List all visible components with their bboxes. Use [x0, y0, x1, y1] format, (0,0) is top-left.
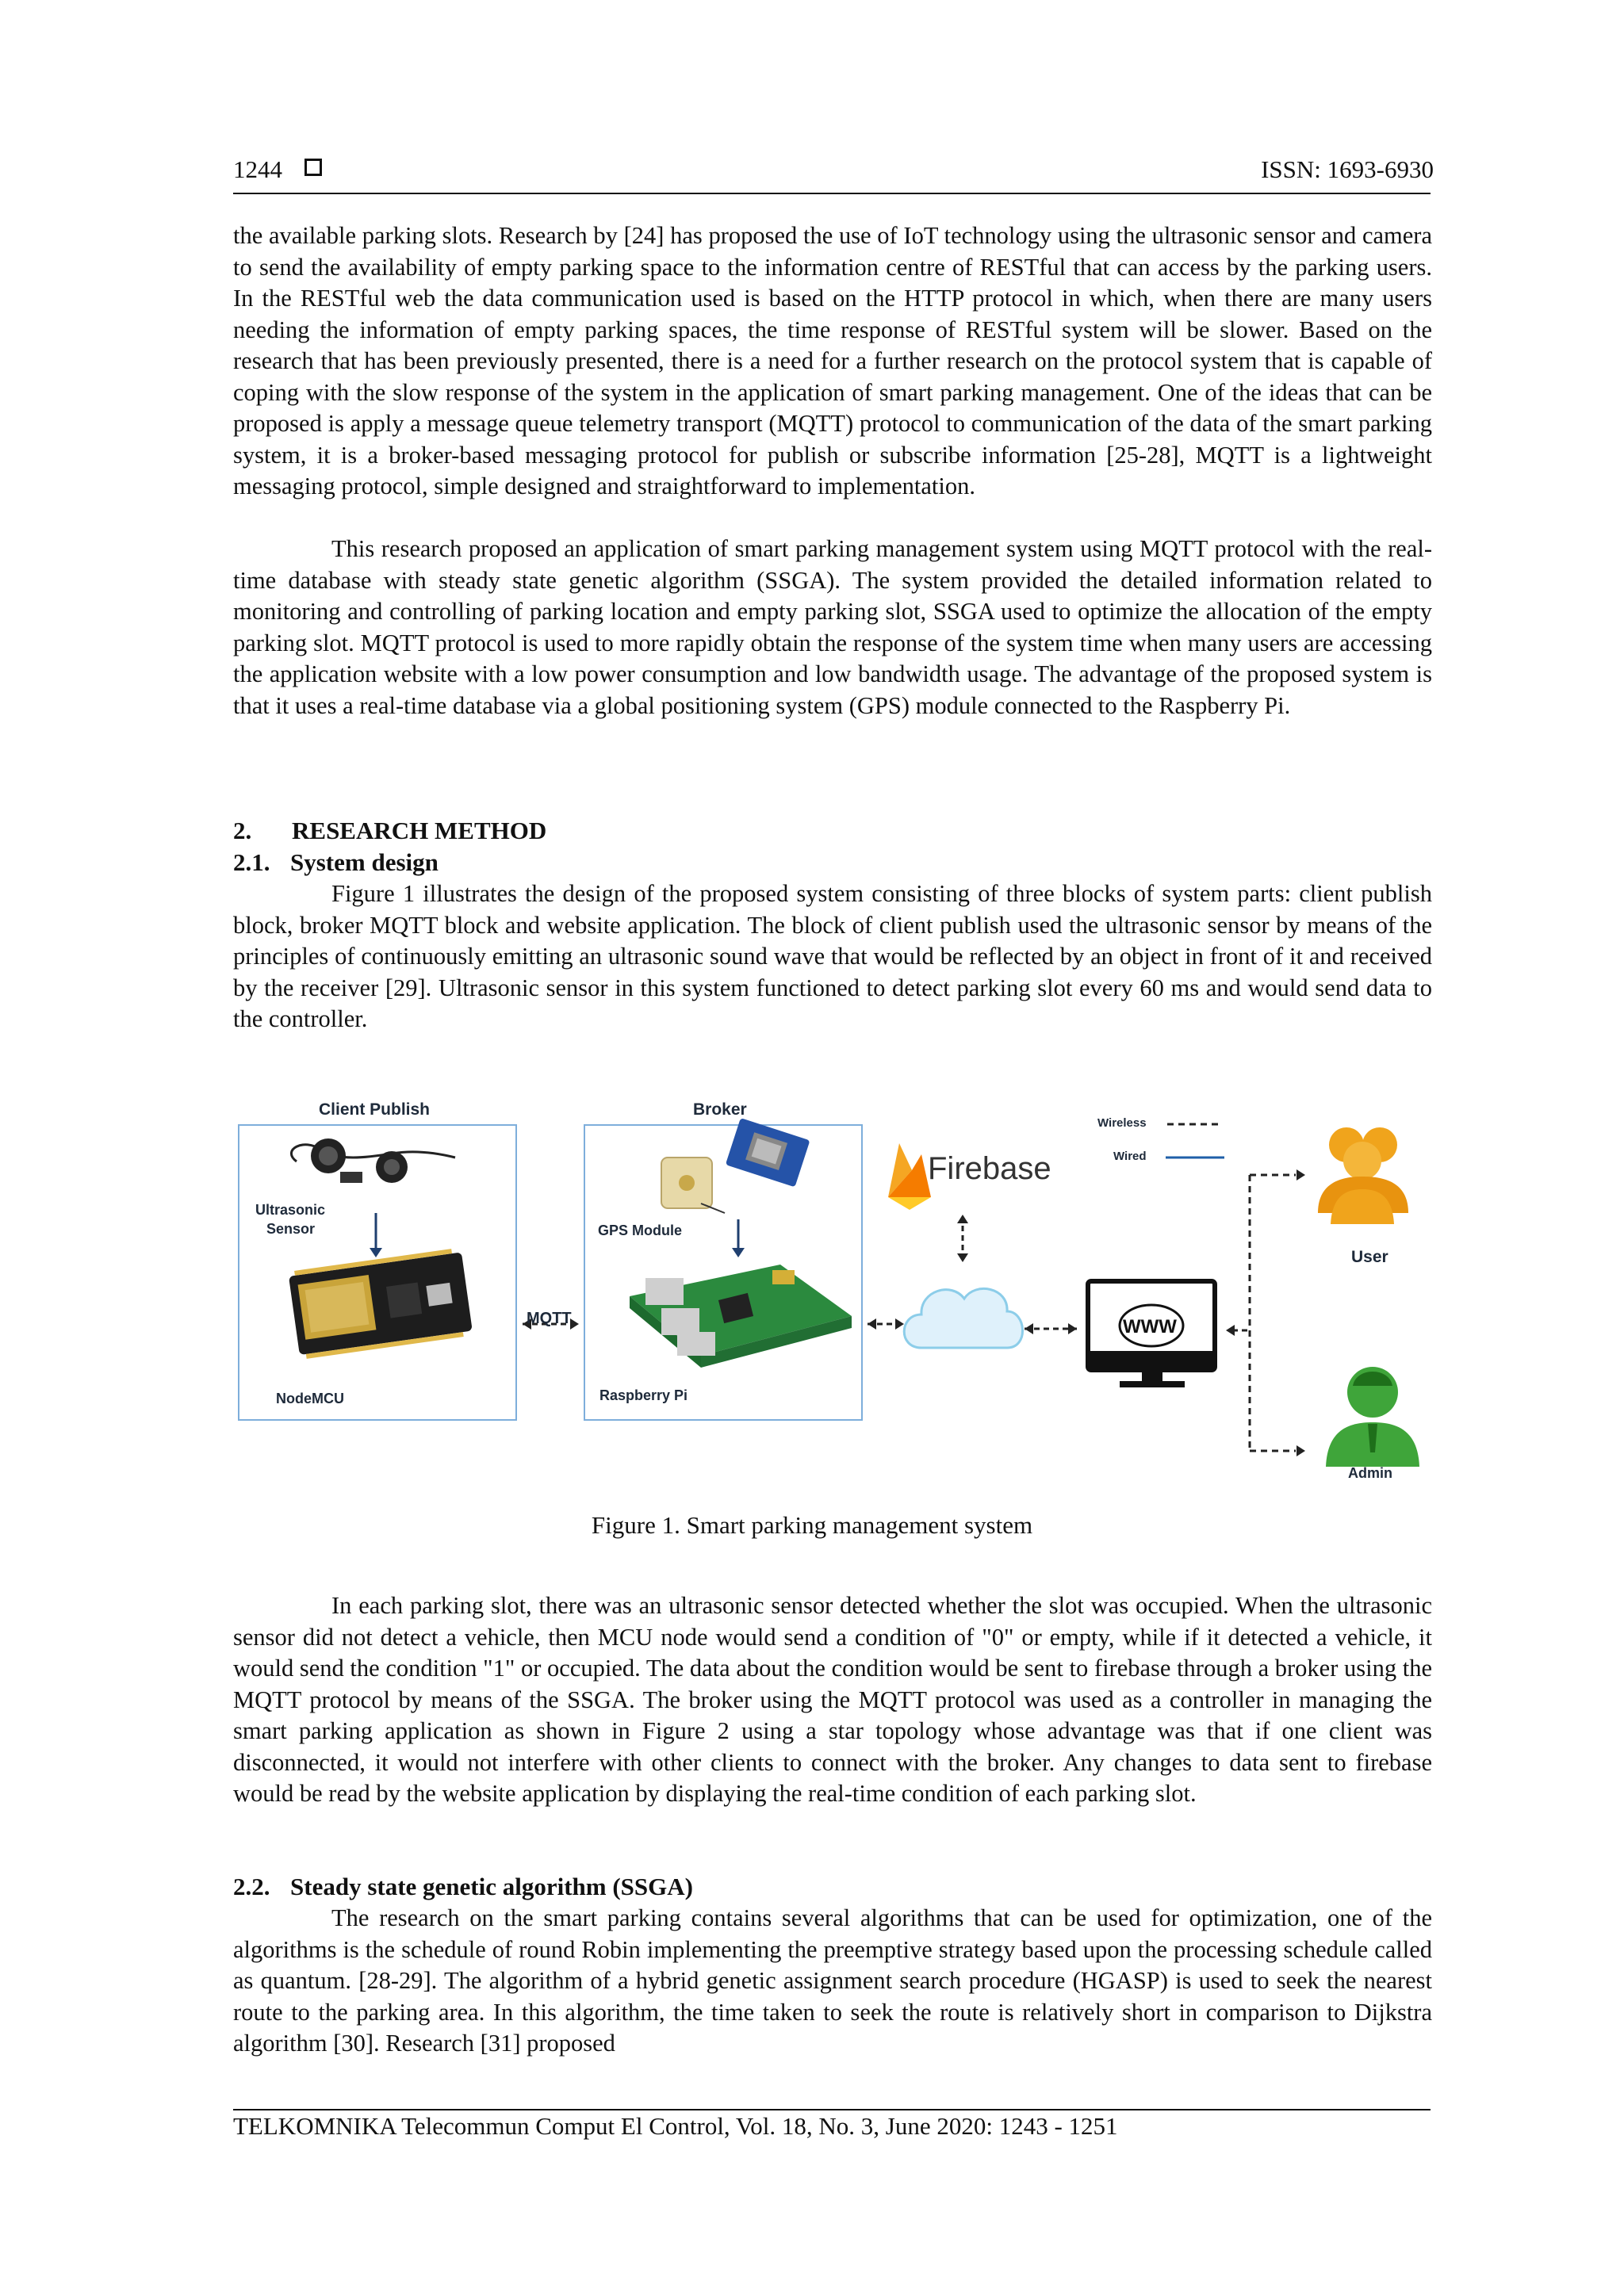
subsection-number-2: 2.2. — [233, 1873, 270, 1900]
www-label: WWW — [1123, 1316, 1177, 1337]
footer-citation: TELKOMNIKA Telecommun Comput El Control, Vol. 18, No. 3, June 2020: 1243 - 1251 — [233, 2112, 1118, 2140]
paragraph-system-design: Figure 1 illustrates the design of the proposed system consisting of three blocks of system parts: client publish block, broker MQTT block and website application. The block of client publish used the ultrasonic sensor by means of the principles of continuously emitting an ultrasonic sound wave that would be reflected by an object in front of it and received by the receiver [29]. Ultrasonic sensor in this system functioned to detect parking slot every 60 ms and would send data to the controller. — [233, 880, 1432, 1032]
client-publish-label: Client Publish — [319, 1100, 431, 1119]
mqtt-label: MQTT — [527, 1310, 572, 1327]
broker-label: Broker — [693, 1100, 747, 1119]
header-rule — [233, 193, 1431, 194]
subsection-heading-2 — [233, 1873, 693, 1901]
paragraph-intro-1: the available parking slots. Research by [24] has proposed the use of IoT technology using the ultrasonic sensor and camera to send the availability of empty parking space to the information centre of RESTful that can access by the parking users. In the RESTful web the data communication used is based on the HTTP protocol in which, when there are many users needing the information of empty parking spaces, the time response of RESTful system will be slower. Based on the research that has been previously presented, there is a need for a further research on the protocol system that is capable of coping with the slow response of the system in the application of smart parking management. One of the ideas that can be proposed is apply a message queue telemetry transport (MQTT) protocol to communication of the data of the smart parking system, it is a broker-based messaging protocol for publish or subscribe information [25-28], MQTT is a lightweight messaging protocol, simple designed and straightforward to implementation. — [233, 222, 1432, 499]
gps-module-label: GPS Module — [598, 1223, 683, 1238]
footer-rule — [233, 2109, 1431, 2110]
ultrasonic-sensor-icon — [291, 1138, 455, 1183]
firebase-icon — [888, 1143, 931, 1210]
section-heading — [233, 817, 546, 845]
cloud-icon — [904, 1288, 1022, 1348]
nodemcu-board-icon — [288, 1247, 473, 1360]
figure-caption: Figure 1. Smart parking management system — [591, 1511, 1033, 1539]
issn: ISSN: 1693-6930 — [1261, 155, 1434, 183]
admin-icon — [1326, 1367, 1419, 1467]
gps-module-icon — [661, 1118, 810, 1213]
user-label: User — [1351, 1248, 1388, 1266]
subsection-title-1: System design — [290, 848, 439, 876]
raspberry-pi-icon — [630, 1265, 852, 1368]
subsection-number-1: 2.1. — [233, 848, 270, 876]
nodemcu-label: NodeMCU — [276, 1391, 344, 1406]
wireless-label: Wireless — [1097, 1116, 1147, 1130]
raspberry-pi-label: Raspberry Pi — [599, 1387, 688, 1403]
page-number: 1244 — [233, 155, 282, 183]
section-number: 2. — [233, 817, 252, 844]
paragraph-parking-slot: In each parking slot, there was an ultrasonic sensor detected whether the slot was occupied. When the ultrasonic sensor did not detect a vehicle, then MCU node would send a condition of "0" or empty, while if it detected a vehicle, it would send the condition "1" or occupied. The data about the condition would be sent to firebase through a broker using the MQTT protocol by means of the SSGA. The broker using the MQTT protocol was used as a controller in managing the smart parking application as shown in Figure 2 using a star topology whose advantage was that if one client was disconnected, it would not interfere with other clients to connect with the broker. Any changes to data sent to firebase would be read by the website application by displaying the real-time condition of each parking slot. — [233, 1592, 1432, 1807]
subsection-title-2: Steady state genetic algorithm (SSGA) — [290, 1873, 693, 1900]
firebase-label: Firebase — [928, 1151, 1051, 1186]
sensor-label: Sensor — [266, 1221, 316, 1237]
subsection-heading-1 — [233, 848, 439, 877]
figure-diagram — [233, 1094, 1438, 1490]
paragraph-ssga: The research on the smart parking contains several algorithms that can be used for optimization, one of the algorithms is the schedule of round Robin implementing the preemptive strategy based upon the processing schedule called as quantum. [28-29]. The algorithm of a hybrid genetic assignment search procedure (HGASP) is used to seek the nearest route to the parking area. In this algorithm, the time taken to seek the route is relatively short in comparison to Dijkstra algorithm [30]. Research [31] proposed — [233, 1904, 1432, 2057]
square-icon — [304, 159, 322, 176]
paragraph-intro-2: This research proposed an application of smart parking management system using MQTT protocol with the real-time database with steady state genetic algorithm (SSGA). The system provided the detailed information related to monitoring and controlling of parking location and empty parking slot, SSGA used to optimize the allocation of the empty parking slot. MQTT protocol is used to more rapidly obtain the response of the system time when many users are accessing the application website with a low power consumption and low bandwidth usage. The advantage of the proposed system is that it uses a real-time database via a global positioning system (GPS) module connected to the Raspberry Pi. — [233, 535, 1432, 719]
user-group-icon — [1318, 1127, 1408, 1224]
ultrasonic-label: Ultrasonic — [255, 1202, 326, 1218]
figure-1 — [233, 1094, 1438, 1490]
wired-label: Wired — [1113, 1150, 1147, 1163]
admin-label: Admin — [1348, 1465, 1392, 1481]
section-title: RESEARCH METHOD — [292, 817, 547, 844]
